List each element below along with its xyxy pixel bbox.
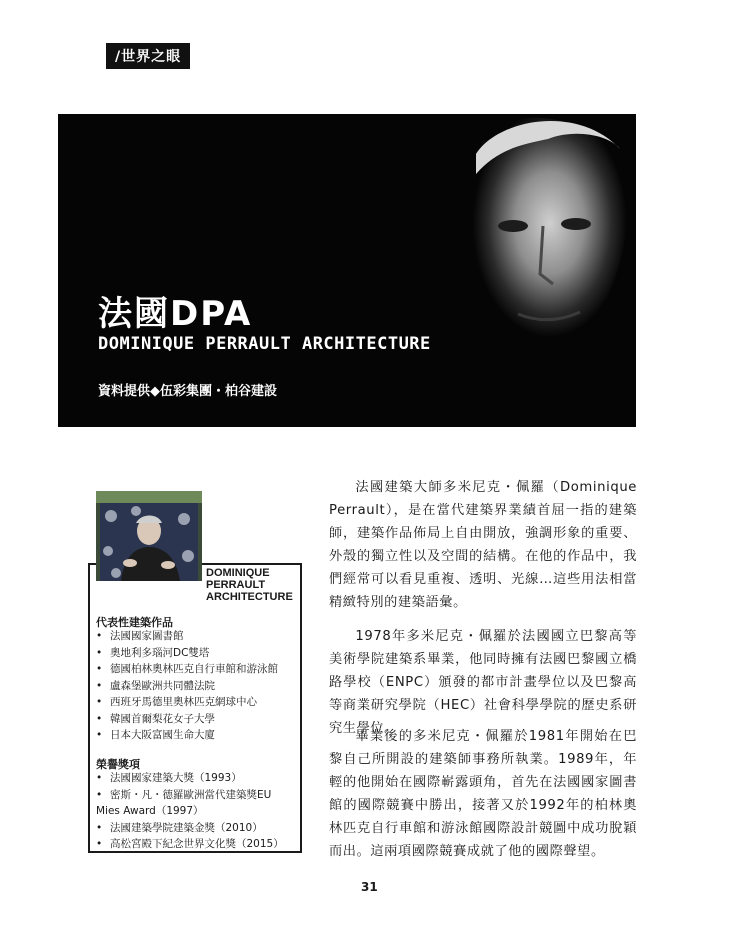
awards-heading: 榮譽獎項 <box>96 758 140 771</box>
hero-title: 法國DPA <box>98 294 253 334</box>
hero-banner <box>58 114 636 427</box>
architect-portrait-image <box>358 114 636 427</box>
list-item: • 奧地利多瑙河DC雙塔 <box>96 645 278 662</box>
list-item: • 法國國家建築大獎（1993） <box>96 770 284 787</box>
article-paragraph-1: 法國建築大師多米尼克・佩羅（Dominique Perrault），是在當代建築界業績首屈一指的建築師，建築作品佈局上自由開放，強調形象的重要、外殼的獨立性以及空間的結構。在他的作品中，我們經常可以看見重複、透明、光線…這些用法相當精緻特別的建築語彙。 <box>329 480 637 610</box>
awards-list <box>96 770 284 853</box>
list-item: • 法國建築學院建築金獎（2010） <box>96 820 284 837</box>
works-list <box>96 628 278 744</box>
page-number: 31 <box>361 880 378 894</box>
list-item-continuation: Mies Award（1997） <box>96 805 204 817</box>
list-item: • 西班牙馬德里奧林匹克網球中心 <box>96 694 278 711</box>
works-heading: 代表性建築作品 <box>96 616 173 629</box>
hero-credit: 資料提供◆伍彩集團・柏谷建設 <box>98 384 277 399</box>
list-item: • 法國國家圖書館 <box>96 628 278 645</box>
article-paragraph-3: 畢業後的多米尼克・佩羅於1981年開始在巴黎自己所開設的建築師事務所執業。1989年，年輕的他開始在國際嶄露頭角，首先在法國國家圖書館的國際競賽中勝出，接著又於1992年的柏林奧林匹克自行車館和游泳館國際設計競圖中成功脫穎而出。這兩項國際競賽成就了他的國際聲望。 <box>329 729 637 859</box>
thumbnail-caption: DOMINIQUE PERRAULT ARCHITECTURE <box>206 567 293 603</box>
list-item: • 日本大阪富國生命大廈 <box>96 727 278 744</box>
list-item: • 密斯・凡・德羅歐洲當代建築獎EU <box>96 787 284 804</box>
list-item: • 盧森堡歐洲共同體法院 <box>96 678 278 695</box>
article-paragraph-2: 1978年多米尼克・佩羅於法國國立巴黎高等美術學院建築系畢業，他同時擁有法國巴黎國立橋路學校（ENPC）頒發的都市計畫學位以及巴黎高等商業研究學院（HEC）社會科學學院的歷史系研究生學位。 <box>329 629 637 736</box>
list-item: • 高松宮殿下紀念世界文化獎（2015） <box>96 836 284 853</box>
architect-thumbnail-image <box>96 491 202 581</box>
list-item: • 韓國首爾梨花女子大學 <box>96 711 278 728</box>
section-tag: /世界之眼 <box>106 43 190 69</box>
list-item: • 德國柏林奧林匹克自行車館和游泳館 <box>96 661 278 678</box>
hero-subtitle: DOMINIQUE PERRAULT ARCHITECTURE <box>98 334 431 354</box>
